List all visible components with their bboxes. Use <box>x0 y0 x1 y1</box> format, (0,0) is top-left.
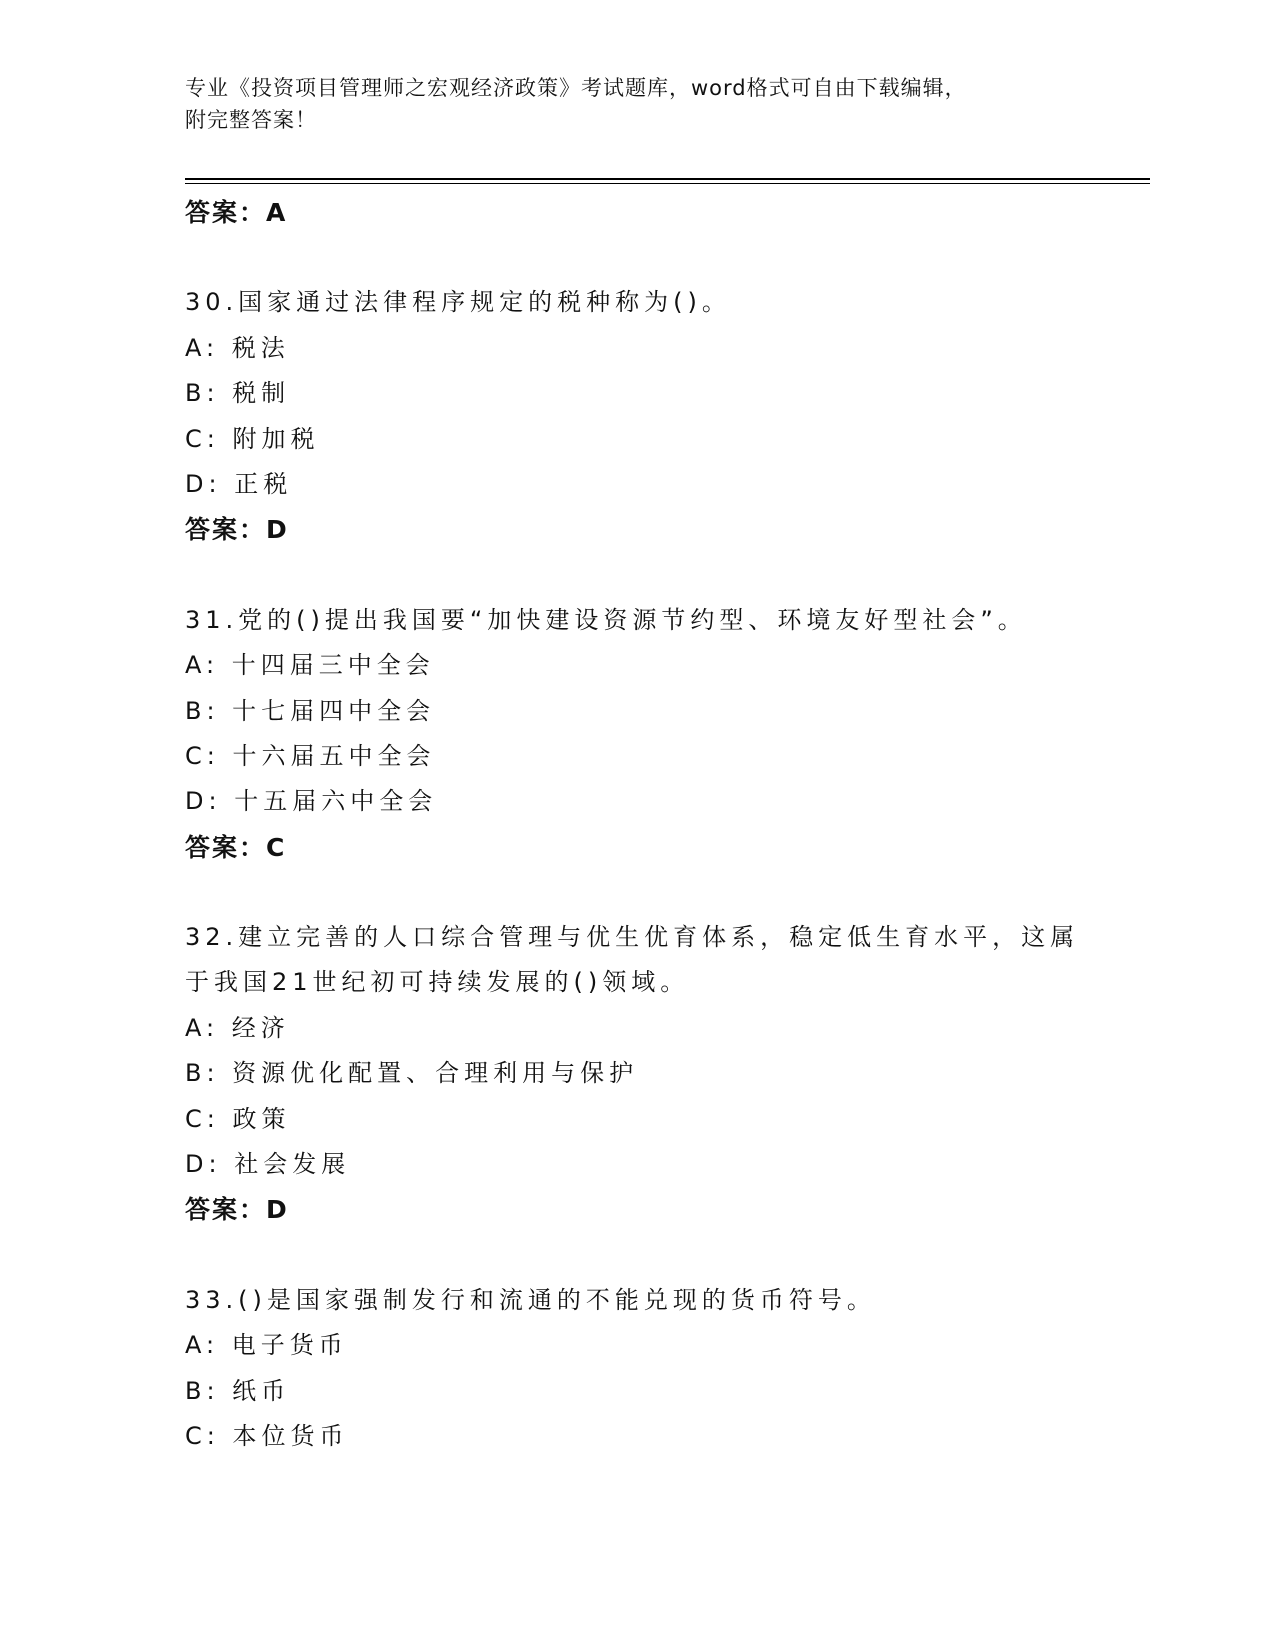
question-33 <box>185 1278 1085 1460</box>
header-line-1: 专业《投资项目管理师之宏观经济政策》考试题库，word格式可自由下载编辑， <box>185 76 967 100</box>
option-b: B: 纸币 <box>185 1376 291 1405</box>
option-c: C: 附加税 <box>185 424 320 453</box>
option-d: D: 十五届六中全会 <box>185 787 438 816</box>
question-32 <box>185 915 1085 1233</box>
option-b: B: 资源优化配置、合理利用与保护 <box>185 1059 639 1088</box>
option-d: D: 正税 <box>185 469 293 498</box>
question-stem: 33.()是国家强制发行和流通的不能兑现的货币符号。 <box>185 1285 876 1314</box>
question-31 <box>185 598 1085 870</box>
option-a: A: 十四届三中全会 <box>185 651 435 680</box>
header-rule-thick <box>185 178 1150 180</box>
header-line-2: 附完整答案！ <box>185 108 317 132</box>
option-a: A: 经济 <box>185 1013 290 1042</box>
option-b: B: 税制 <box>185 379 291 408</box>
option-a: A: 税法 <box>185 333 290 362</box>
option-c: C: 政策 <box>185 1104 291 1133</box>
option-b: B: 十七届四中全会 <box>185 696 436 725</box>
question-stem-line-2: 于我国21世纪初可持续发展的()领域。 <box>185 968 690 997</box>
option-d: D: 社会发展 <box>185 1150 351 1179</box>
document-header <box>185 72 1085 136</box>
question-list <box>185 190 1085 1459</box>
question-30 <box>185 280 1085 552</box>
option-c: C: 本位货币 <box>185 1421 349 1450</box>
question-stem-line-1: 32.建立完善的人口综合管理与优生优育体系，稳定低生育水平，这属 <box>185 923 1080 952</box>
header-rule-thin <box>185 183 1150 184</box>
option-a: A: 电子货币 <box>185 1331 348 1360</box>
answer: 答案：D <box>185 1195 289 1225</box>
option-c: C: 十六届五中全会 <box>185 741 436 770</box>
previous-answer: 答案：A <box>185 198 288 227</box>
answer: 答案：D <box>185 515 289 545</box>
question-stem: 31.党的()提出我国要“加快建设资源节约型、环境友好型社会”。 <box>185 605 1027 634</box>
answer: 答案：C <box>185 832 287 862</box>
question-stem: 30.国家通过法律程序规定的税种称为()。 <box>185 288 731 317</box>
